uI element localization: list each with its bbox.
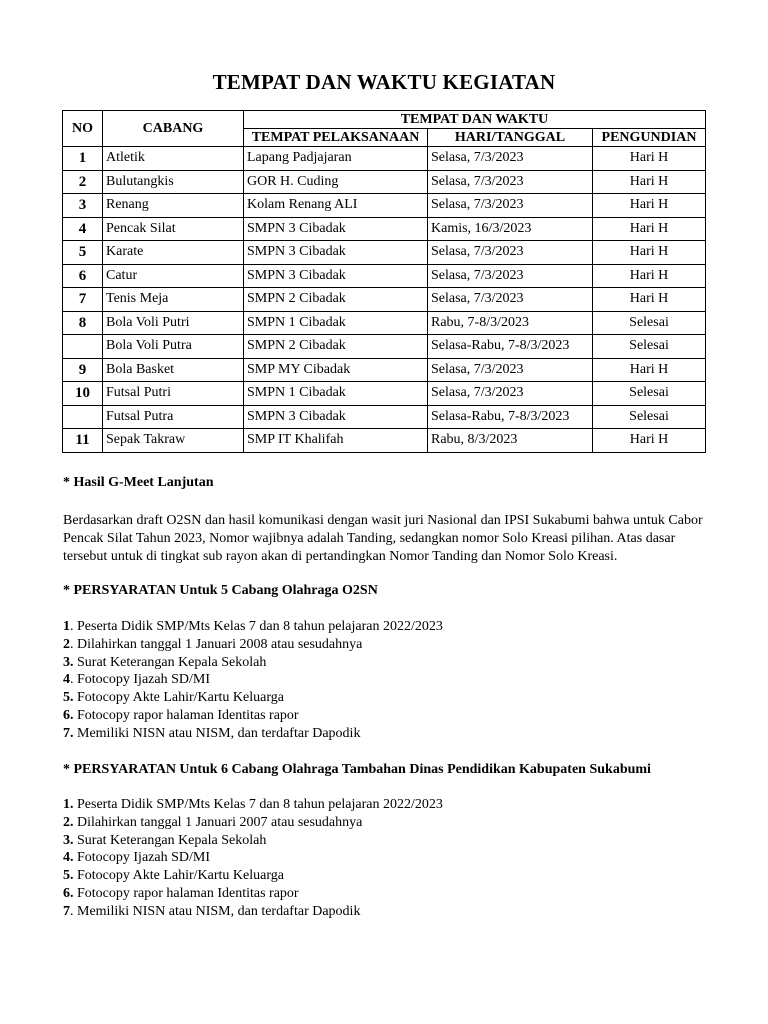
list-item-text: Fotocopy rapor halaman Identitas rapor bbox=[73, 707, 299, 723]
list-item-separator: . bbox=[70, 903, 74, 919]
cell-pengundian: Hari H bbox=[593, 241, 706, 265]
cell-hari: Rabu, 8/3/2023 bbox=[428, 429, 593, 453]
cell-pengundian: Hari H bbox=[593, 264, 706, 288]
cell-hari: Selasa, 7/3/2023 bbox=[428, 147, 593, 171]
cell-cabang: Pencak Silat bbox=[103, 217, 244, 241]
cell-tempat: SMPN 1 Cibadak bbox=[244, 382, 428, 406]
cell-hari: Selasa, 7/3/2023 bbox=[428, 382, 593, 406]
cell-pengundian: Hari H bbox=[593, 429, 706, 453]
cell-tempat: SMPN 3 Cibadak bbox=[244, 217, 428, 241]
cell-tempat: SMPN 3 Cibadak bbox=[244, 405, 428, 429]
list-item-text: Dilahirkan tanggal 1 Januari 2007 atau sesudahnya bbox=[73, 814, 363, 830]
list-item-text: Peserta Didik SMP/Mts Kelas 7 dan 8 tahun pelajaran 2022/2023 bbox=[73, 797, 443, 812]
cell-hari: Rabu, 7-8/3/2023 bbox=[428, 311, 593, 335]
list-item-text: Surat Keterangan Kepala Sekolah bbox=[73, 832, 267, 848]
list-item-separator: . bbox=[70, 672, 74, 688]
cell-no: 2 bbox=[63, 170, 103, 194]
cell-hari: Selasa, 7/3/2023 bbox=[428, 264, 593, 288]
gmeet-section bbox=[63, 474, 723, 492]
list-item bbox=[63, 689, 723, 707]
list-item-text: Memiliki NISN atau NISM, dan terdaftar Dapodik bbox=[73, 903, 361, 919]
req6-list-wrap bbox=[63, 796, 723, 921]
list-item bbox=[63, 618, 723, 636]
cell-pengundian: Hari H bbox=[593, 147, 706, 171]
table-row bbox=[63, 170, 706, 194]
cell-tempat: Kolam Renang ALI bbox=[244, 194, 428, 218]
list-item bbox=[63, 636, 723, 654]
cell-cabang: Renang bbox=[103, 194, 244, 218]
cell-hari: Selasa, 7/3/2023 bbox=[428, 288, 593, 312]
cell-no: 4 bbox=[63, 217, 103, 241]
cell-no: 1 bbox=[63, 147, 103, 171]
cell-no: 11 bbox=[63, 429, 103, 453]
table-row bbox=[63, 217, 706, 241]
cell-cabang: Futsal Putri bbox=[103, 382, 244, 406]
cell-tempat: SMPN 1 Cibadak bbox=[244, 311, 428, 335]
list-item bbox=[63, 867, 723, 885]
list-item-number: 4. bbox=[63, 850, 74, 866]
cell-cabang: Sepak Takraw bbox=[103, 429, 244, 453]
cell-no bbox=[63, 335, 103, 359]
cell-tempat: SMPN 2 Cibadak bbox=[244, 335, 428, 359]
list-item-number: 4 bbox=[63, 672, 70, 688]
cell-tempat: SMP MY Cibadak bbox=[244, 358, 428, 382]
header-tempat-dan-waktu: TEMPAT DAN WAKTU bbox=[244, 111, 706, 129]
table-header-row bbox=[63, 111, 706, 129]
cell-cabang: Atletik bbox=[103, 147, 244, 171]
req5-list-wrap bbox=[63, 618, 723, 743]
header-tempat-pelaksanaan: TEMPAT PELAKSANAAN bbox=[244, 129, 428, 147]
cell-pengundian: Selesai bbox=[593, 311, 706, 335]
list-item bbox=[63, 832, 723, 850]
cell-hari: Selasa-Rabu, 7-8/3/2023 bbox=[428, 405, 593, 429]
table-row bbox=[63, 358, 706, 382]
list-item-separator: . bbox=[70, 636, 74, 652]
table-row bbox=[63, 288, 706, 312]
cell-no: 5 bbox=[63, 241, 103, 265]
cell-hari: Selasa-Rabu, 7-8/3/2023 bbox=[428, 335, 593, 359]
list-item-text: Fotocopy rapor halaman Identitas rapor bbox=[73, 885, 299, 901]
list-item-text: Fotocopy Ijazah SD/MI bbox=[73, 672, 210, 688]
cell-cabang: Futsal Putra bbox=[103, 405, 244, 429]
cell-no bbox=[63, 405, 103, 429]
list-item bbox=[63, 796, 723, 814]
list-item-number: 2 bbox=[63, 636, 70, 652]
header-hari-tanggal: HARI/TANGGAL bbox=[428, 129, 593, 147]
cell-cabang: Tenis Meja bbox=[103, 288, 244, 312]
list-item-number: 3. bbox=[63, 832, 74, 848]
gmeet-heading: * Hasil G-Meet Lanjutan bbox=[63, 475, 214, 490]
cell-pengundian: Hari H bbox=[593, 194, 706, 218]
list-item-text: Fotocopy Akte Lahir/Kartu Keluarga bbox=[73, 690, 284, 706]
req5-list bbox=[63, 618, 723, 743]
req6-heading: * PERSYARATAN Untuk 6 Cabang Olahraga Tambahan Dinas Pendidikan Kabupaten Sukabumi bbox=[63, 762, 651, 777]
cell-cabang: Bola Voli Putri bbox=[103, 311, 244, 335]
page-title: TEMPAT DAN WAKTU KEGIATAN bbox=[212, 70, 556, 94]
table-row bbox=[63, 241, 706, 265]
cell-hari: Selasa, 7/3/2023 bbox=[428, 194, 593, 218]
cell-pengundian: Hari H bbox=[593, 358, 706, 382]
cell-no: 10 bbox=[63, 382, 103, 406]
cell-tempat: GOR H. Cuding bbox=[244, 170, 428, 194]
list-item-text: Surat Keterangan Kepala Sekolah bbox=[73, 654, 267, 670]
cell-pengundian: Selesai bbox=[593, 382, 706, 406]
cell-tempat: SMPN 3 Cibadak bbox=[244, 264, 428, 288]
list-item bbox=[63, 671, 723, 689]
cell-hari: Selasa, 7/3/2023 bbox=[428, 241, 593, 265]
header-cabang: CABANG bbox=[103, 111, 244, 147]
cell-pengundian: Hari H bbox=[593, 288, 706, 312]
list-item bbox=[63, 654, 723, 672]
cell-pengundian: Selesai bbox=[593, 405, 706, 429]
list-item-text: Fotocopy Akte Lahir/Kartu Keluarga bbox=[73, 868, 284, 884]
req6-section bbox=[63, 761, 723, 779]
cell-no: 9 bbox=[63, 358, 103, 382]
cell-hari: Selasa, 7/3/2023 bbox=[428, 358, 593, 382]
cell-no: 3 bbox=[63, 194, 103, 218]
list-item-number: 3. bbox=[63, 654, 74, 670]
cell-pengundian: Hari H bbox=[593, 170, 706, 194]
list-item-number: 6. bbox=[63, 707, 74, 723]
cell-cabang: Karate bbox=[103, 241, 244, 265]
table-row bbox=[63, 147, 706, 171]
table-row bbox=[63, 311, 706, 335]
list-item-number: 5. bbox=[63, 868, 74, 884]
cell-no: 8 bbox=[63, 311, 103, 335]
header-pengundian: PENGUNDIAN bbox=[593, 129, 706, 147]
cell-no: 6 bbox=[63, 264, 103, 288]
cell-tempat: SMPN 3 Cibadak bbox=[244, 241, 428, 265]
cell-hari: Kamis, 16/3/2023 bbox=[428, 217, 593, 241]
header-no: NO bbox=[63, 111, 103, 147]
list-item bbox=[63, 885, 723, 903]
list-item-number: 7 bbox=[63, 903, 70, 919]
list-item-separator: . bbox=[70, 619, 74, 634]
list-item-text: Dilahirkan tanggal 1 Januari 2008 atau sesudahnya bbox=[73, 636, 363, 652]
cell-hari: Selasa, 7/3/2023 bbox=[428, 170, 593, 194]
table-row bbox=[63, 335, 706, 359]
table-row bbox=[63, 194, 706, 218]
cell-pengundian: Selesai bbox=[593, 335, 706, 359]
cell-tempat: SMPN 2 Cibadak bbox=[244, 288, 428, 312]
list-item-number: 1. bbox=[63, 797, 74, 812]
cell-pengundian: Hari H bbox=[593, 217, 706, 241]
table-row bbox=[63, 429, 706, 453]
list-item bbox=[63, 725, 723, 743]
table-body bbox=[63, 147, 706, 453]
list-item-text: Peserta Didik SMP/Mts Kelas 7 dan 8 tahun pelajaran 2022/2023 bbox=[73, 619, 443, 634]
cell-tempat: SMP IT Khalifah bbox=[244, 429, 428, 453]
req5-section bbox=[63, 582, 723, 600]
table-row bbox=[63, 405, 706, 429]
list-item bbox=[63, 707, 723, 725]
list-item-number: 7. bbox=[63, 725, 74, 741]
list-item-number: 6. bbox=[63, 885, 74, 901]
list-item-number: 1 bbox=[63, 619, 70, 634]
list-item-number: 2. bbox=[63, 814, 74, 830]
schedule-table bbox=[62, 110, 706, 453]
gmeet-paragraph: Berdasarkan draft O2SN dan hasil komunikasi dengan wasit juri Nasional dan IPSI Sukabumi bahwa untuk Cabor Pencak Silat Tahun 2023, Nomor wajibnya adalah Tanding, sedangkan nomor Solo Kreasi pilihan. Atas dasar tersebut untuk di tingkat sub rayon akan di pertandingkan Nomor Tanding dan Nomor Solo Kreasi. bbox=[63, 513, 703, 564]
req5-heading: * PERSYARATAN Untuk 5 Cabang Olahraga O2SN bbox=[63, 583, 378, 598]
cell-cabang: Catur bbox=[103, 264, 244, 288]
list-item-number: 5. bbox=[63, 690, 74, 706]
table-row bbox=[63, 382, 706, 406]
cell-no: 7 bbox=[63, 288, 103, 312]
list-item bbox=[63, 849, 723, 867]
list-item bbox=[63, 903, 723, 921]
table-row bbox=[63, 264, 706, 288]
list-item-text: Fotocopy Ijazah SD/MI bbox=[73, 850, 210, 866]
cell-cabang: Bola Basket bbox=[103, 358, 244, 382]
list-item-text: Memiliki NISN atau NISM, dan terdaftar Dapodik bbox=[73, 725, 361, 741]
cell-cabang: Bulutangkis bbox=[103, 170, 244, 194]
list-item bbox=[63, 814, 723, 832]
req6-list bbox=[63, 796, 723, 921]
cell-tempat: Lapang Padjajaran bbox=[244, 147, 428, 171]
cell-cabang: Bola Voli Putra bbox=[103, 335, 244, 359]
